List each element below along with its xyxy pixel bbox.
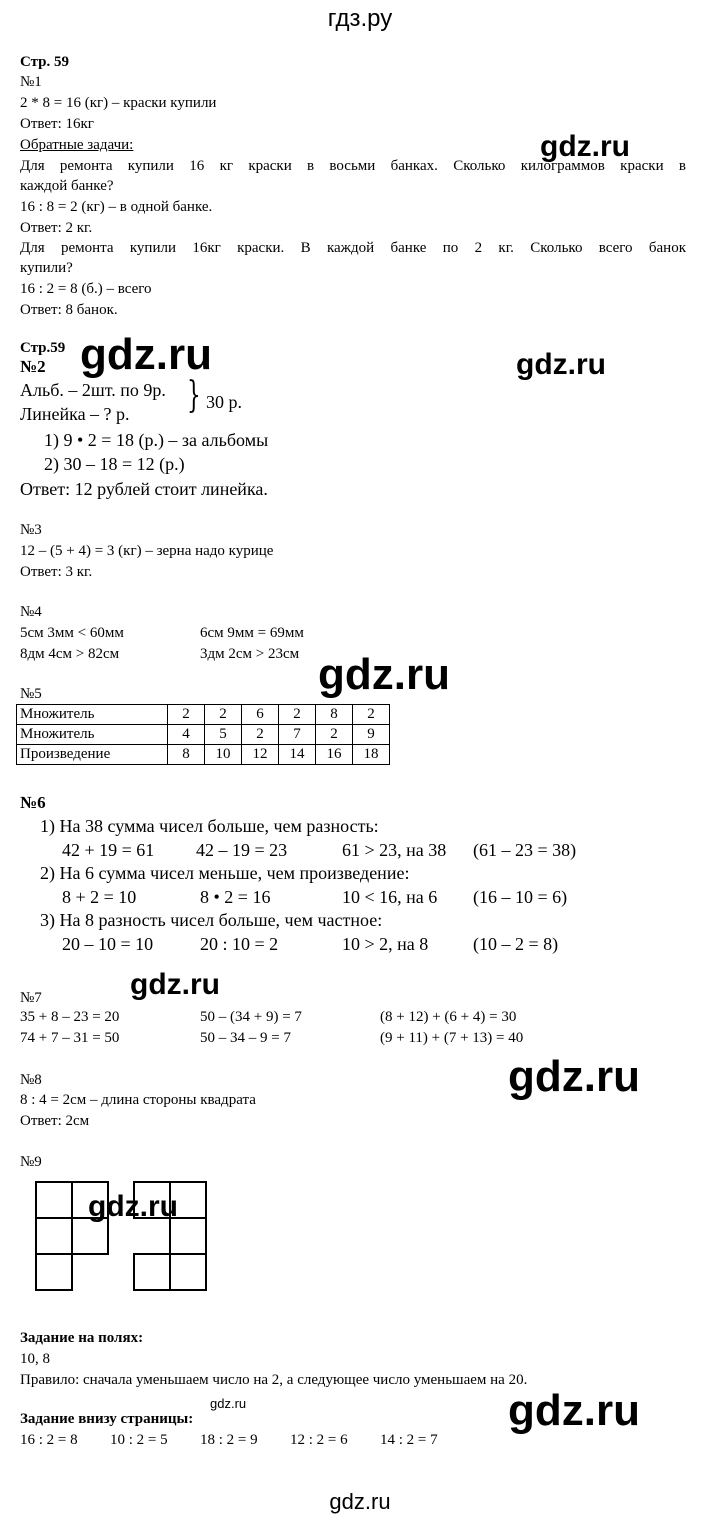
task6-q1-check: (61 – 23 = 38): [473, 840, 577, 860]
watermark-logo: gdz.ru: [210, 1396, 247, 1411]
task8-solution: 8 : 4 = 2см – длина стороны квадрата: [20, 1092, 256, 1108]
task6-q3: 3) На 8 разность чисел больше, чем частное:: [40, 910, 383, 930]
table-row: [17, 745, 390, 765]
task-number-2: №2: [20, 357, 46, 376]
watermark-logo: gdz.ru: [508, 1052, 640, 1101]
table-cell: 10: [205, 745, 242, 765]
inverse-task1-text: Для ремонта купили 16 кг краски в восьми банках. Сколько килограммов краски в: [20, 158, 686, 174]
bottom-expr-5: 14 : 2 = 7: [380, 1432, 438, 1448]
task6-q3-check: (10 – 2 = 8): [473, 934, 559, 954]
task2-step2: 2) 30 – 18 = 12 (р.): [44, 454, 185, 474]
task7-expr-2: 50 – (34 + 9) = 7: [200, 1009, 302, 1025]
task4-comparison-2: 6см 9мм = 69мм: [200, 625, 304, 641]
table-cell: 2: [205, 705, 242, 725]
task-number-9: №9: [20, 1154, 42, 1170]
task4-comparison-3: 8дм 4см > 82см: [20, 646, 120, 662]
task2-step1: 1) 9 • 2 = 18 (р.) – за альбомы: [44, 430, 269, 450]
task8-answer: Ответ: 2см: [20, 1113, 90, 1129]
site-footer: gdz.ru: [329, 1489, 391, 1514]
task6-q2-sum: 8 + 2 = 10: [62, 887, 137, 907]
task2-answer: Ответ: 12 рублей стоит линейка.: [20, 479, 268, 499]
task7-expr-5: 50 – 34 – 9 = 7: [200, 1030, 291, 1046]
task6-q3-compare: 10 > 2, на 8: [342, 934, 429, 954]
task-number-8: №8: [20, 1072, 42, 1088]
margin-task-answer: 10, 8: [20, 1351, 50, 1367]
task4-comparison-1: 5см 3мм < 60мм: [20, 625, 124, 641]
table-cell: 2: [168, 705, 205, 725]
table-row: [17, 725, 390, 745]
watermark-logo: gdz.ru: [508, 1386, 640, 1435]
task1-answer: Ответ: 16кг: [20, 116, 94, 132]
task4-comparison-4: 3дм 2см > 23см: [200, 646, 300, 662]
inverse-task1-text-cont: каждой банке?: [20, 178, 114, 194]
task-number-1: №1: [20, 74, 42, 90]
task6-q1-compare: 61 > 23, на 38: [342, 840, 447, 860]
table-row-label: Множитель: [17, 705, 168, 725]
bottom-task-title: Задание внизу страницы:: [20, 1411, 194, 1427]
table-cell: 12: [242, 745, 279, 765]
watermark-logo: gdz.ru: [516, 348, 606, 381]
task2-condition-albums: Альб. – 2шт. по 9р.: [20, 380, 166, 400]
watermark-logo: gdz.ru: [130, 968, 220, 1001]
bottom-expr-3: 18 : 2 = 9: [200, 1432, 258, 1448]
table-row-label: Произведение: [17, 745, 168, 765]
task6-q3-diff: 20 – 10 = 10: [62, 934, 154, 954]
table-cell: 2: [279, 705, 316, 725]
task6-q2-product: 8 • 2 = 16: [200, 887, 271, 907]
task6-q1-diff: 42 – 19 = 23: [196, 840, 288, 860]
table-cell: 14: [279, 745, 316, 765]
task7-expr-4: 74 + 7 – 31 = 50: [20, 1030, 120, 1046]
inverse-task2-solution: 16 : 2 = 8 (б.) – всего: [20, 281, 152, 297]
table-row-label: Множитель: [17, 725, 168, 745]
task7-expr-1: 35 + 8 – 23 = 20: [20, 1009, 120, 1025]
task3-answer: Ответ: 3 кг.: [20, 564, 93, 580]
task3-solution: 12 – (5 + 4) = 3 (кг) – зерна надо курице: [20, 543, 274, 559]
watermark-logo: gdz.ru: [88, 1190, 178, 1223]
bottom-expr-4: 12 : 2 = 6: [290, 1432, 348, 1448]
watermark-logo: gdz.ru: [540, 130, 630, 163]
task7-expr-6: (9 + 11) + (7 + 13) = 40: [380, 1030, 524, 1046]
inverse-task2-answer: Ответ: 8 банок.: [20, 302, 118, 318]
table-cell: 2: [353, 705, 390, 725]
task2-condition-ruler: Линейка – ? р.: [20, 404, 130, 424]
curly-brace-icon: }: [187, 375, 201, 416]
task-number-6: №6: [20, 793, 46, 812]
task7-expr-3: (8 + 12) + (6 + 4) = 30: [380, 1009, 517, 1025]
table-row: [17, 705, 390, 725]
inverse-task1-solution: 16 : 8 = 2 (кг) – в одной банке.: [20, 199, 213, 215]
task1-solution: 2 * 8 = 16 (кг) – краски купили: [20, 95, 217, 111]
table-cell: 8: [316, 705, 353, 725]
task-number-7: №7: [20, 990, 42, 1006]
watermark-logo: gdz.ru: [318, 650, 450, 699]
bottom-expr-1: 16 : 2 = 8: [20, 1432, 78, 1448]
task2-brace-label: 30 р.: [206, 392, 242, 412]
multiplication-table: [16, 704, 390, 765]
task6-q2: 2) На 6 сумма чисел меньше, чем произведение:: [40, 863, 410, 883]
margin-task-rule: Правило: сначала уменьшаем число на 2, а следующее число уменьшаем на 20.: [20, 1372, 528, 1388]
margin-task-title: Задание на полях:: [20, 1330, 144, 1346]
task6-q2-compare: 10 < 16, на 6: [342, 887, 438, 907]
inverse-task1-answer: Ответ: 2 кг.: [20, 220, 93, 236]
table-cell: 2: [242, 725, 279, 745]
table-cell: 4: [168, 725, 205, 745]
inverse-tasks-heading: Обратные задачи:: [20, 137, 134, 153]
watermark-logo: gdz.ru: [80, 330, 212, 379]
task6-q2-check: (16 – 10 = 6): [473, 887, 568, 907]
site-header: гдз.ру: [327, 5, 393, 32]
bottom-expr-2: 10 : 2 = 5: [110, 1432, 168, 1448]
task6-q3-quotient: 20 : 10 = 2: [200, 934, 279, 954]
table-cell: 16: [316, 745, 353, 765]
table-cell: 7: [279, 725, 316, 745]
table-cell: 8: [168, 745, 205, 765]
table-cell: 5: [205, 725, 242, 745]
task-number-3: №3: [20, 522, 42, 538]
task-number-5: №5: [20, 686, 42, 702]
inverse-task2-text: Для ремонта купили 16кг краски. В каждой банке по 2 кг. Сколько всего банок: [20, 240, 686, 256]
table-cell: 18: [353, 745, 390, 765]
page-ref-1: Стр. 59: [20, 54, 70, 70]
table-cell: 2: [316, 725, 353, 745]
task6-q1: 1) На 38 сумма чисел больше, чем разность:: [40, 816, 379, 836]
page-ref-2: Стр.59: [20, 340, 66, 356]
table-cell: 6: [242, 705, 279, 725]
task-number-4: №4: [20, 604, 42, 620]
task6-q1-sum: 42 + 19 = 61: [62, 840, 155, 860]
table-cell: 9: [353, 725, 390, 745]
inverse-task2-text-cont: купили?: [20, 260, 73, 276]
